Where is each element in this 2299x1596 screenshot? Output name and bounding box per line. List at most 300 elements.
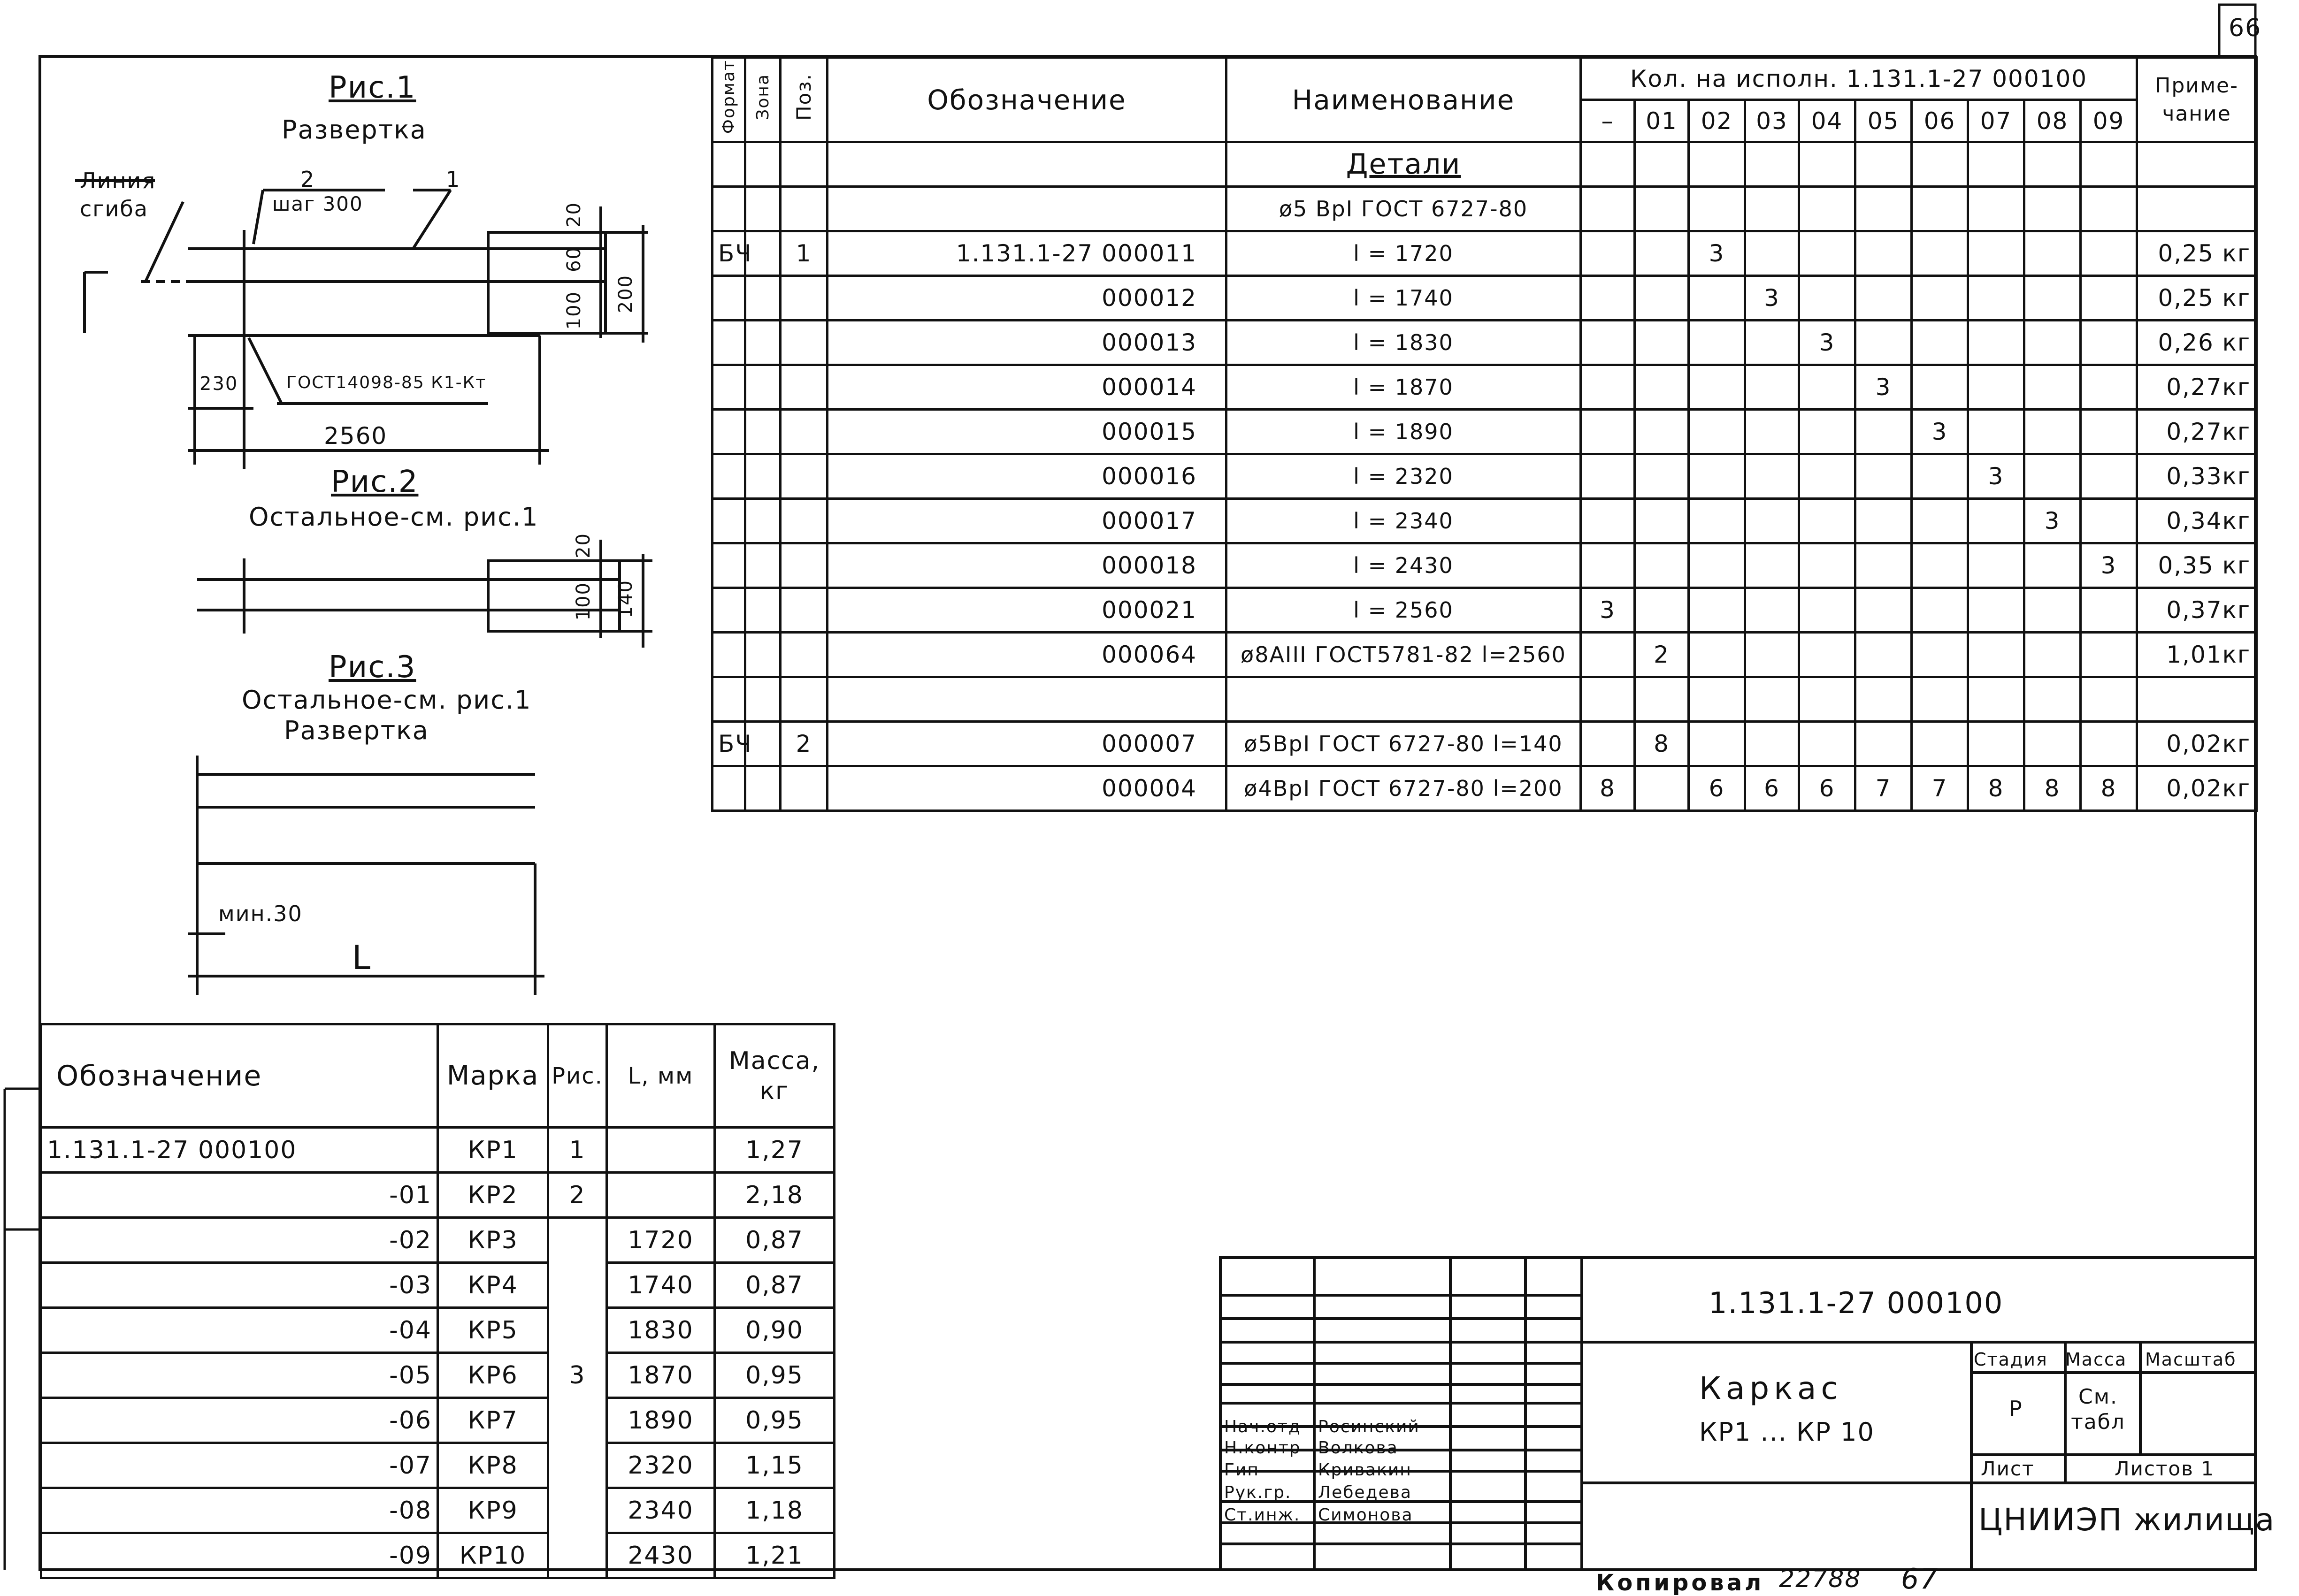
mass-cell-des: -05	[41, 1353, 438, 1398]
mass-cell-mark: КР8	[438, 1443, 548, 1488]
spec-cell-zone	[745, 677, 781, 722]
mass-row	[41, 1308, 835, 1353]
spec-cell-qty	[1799, 633, 1855, 677]
spec-cell-name: l = 1830	[1226, 321, 1581, 365]
spec-head-name: Наименование	[1226, 58, 1581, 142]
exec-col: 05	[1855, 100, 1912, 142]
spec-cell-qty	[1745, 499, 1799, 543]
spec-cell-qty	[1745, 722, 1799, 766]
spec-cell-qty	[2081, 231, 2137, 276]
spec-cell-qty	[1745, 454, 1799, 499]
spec-cell-qty: 3	[1689, 231, 1745, 276]
spec-cell-zone	[745, 454, 781, 499]
mass-row	[41, 1173, 835, 1218]
spec-cell-qty	[1912, 677, 1968, 722]
spec-cell-note: 1,01кг	[2137, 633, 2257, 677]
sheet-number: 66	[2229, 14, 2262, 42]
spec-cell-designation: 000017	[828, 499, 1226, 543]
spec-cell-qty	[1968, 276, 2024, 321]
spec-cell-note: 0,27кг	[2137, 410, 2257, 454]
spec-cell-zone	[745, 499, 781, 543]
spec-cell-name: l = 2560	[1226, 588, 1581, 633]
spec-cell-qty: 8	[1968, 766, 2024, 811]
spec-cell-qty	[1745, 231, 1799, 276]
spec-section-title: Детали	[1226, 142, 1581, 187]
spec-cell-zone	[745, 766, 781, 811]
spec-cell-designation: 000018	[828, 543, 1226, 588]
spec-cell-qty	[2024, 365, 2081, 410]
spec-row	[713, 276, 2257, 321]
footer-copied: Копировал	[1596, 1570, 1764, 1596]
title-name1: Каркас	[1699, 1370, 1843, 1406]
spec-cell-qty	[1689, 588, 1745, 633]
spec-cell-qty	[1689, 321, 1745, 365]
title-h-mass: Масса	[2065, 1349, 2127, 1370]
spec-cell-qty	[1745, 543, 1799, 588]
spec-cell-qty	[1581, 633, 1635, 677]
spec-cell-qty	[1912, 543, 1968, 588]
spec-cell-qty	[1855, 187, 1912, 231]
spec-cell-qty	[1912, 365, 1968, 410]
mass-cell-fig	[548, 1443, 607, 1488]
mass-cell-mark: КР10	[438, 1533, 548, 1578]
mass-cell-mass: 1,27	[715, 1128, 835, 1173]
spec-cell-zone	[745, 410, 781, 454]
title-mass: См. табл	[2071, 1385, 2125, 1434]
spec-cell-qty	[1912, 321, 1968, 365]
spec-cell-pos	[781, 410, 828, 454]
spec-cell-qty	[1689, 187, 1745, 231]
spec-head-pos: Поз.	[792, 73, 815, 121]
mass-cell-mass: 0,90	[715, 1308, 835, 1353]
mass-cell-fig	[548, 1488, 607, 1533]
spec-cell-format: БЧ	[713, 231, 745, 276]
spec-cell-qty	[1635, 187, 1689, 231]
spec-cell-qty	[2081, 677, 2137, 722]
spec-cell-zone	[745, 187, 781, 231]
mass-cell-mass: 1,21	[715, 1533, 835, 1578]
spec-cell-zone	[745, 276, 781, 321]
mass-cell-des: -08	[41, 1488, 438, 1533]
spec-head-designation: Обозначение	[828, 58, 1226, 142]
mass-cell-mark: КР9	[438, 1488, 548, 1533]
spec-cell-qty	[1581, 722, 1635, 766]
spec-cell-qty: 3	[2081, 543, 2137, 588]
spec-cell-qty	[1855, 410, 1912, 454]
spec-cell-format	[713, 454, 745, 499]
spec-cell-note	[2137, 187, 2257, 231]
spec-cell-qty	[1799, 499, 1855, 543]
spec-head-note: Приме- чание	[2137, 58, 2257, 142]
spec-cell-qty	[2081, 321, 2137, 365]
spec-cell-qty: 7	[1912, 766, 1968, 811]
spec-cell-pos	[781, 276, 828, 321]
mass-cell-des: 1.131.1-27 000100	[41, 1128, 438, 1173]
spec-cell-qty	[1635, 231, 1689, 276]
spec-cell-qty	[1968, 677, 2024, 722]
spec-cell-pos	[781, 499, 828, 543]
spec-cell-name: l = 1890	[1226, 410, 1581, 454]
spec-cell-qty	[1799, 543, 1855, 588]
spec-cell-note: 0,27кг	[2137, 365, 2257, 410]
mass-cell-fig	[548, 1218, 607, 1263]
spec-cell-pos	[781, 187, 828, 231]
spec-cell-qty	[1635, 588, 1689, 633]
spec-cell-qty: 3	[1968, 454, 2024, 499]
spec-cell-qty: 6	[1799, 766, 1855, 811]
spec-cell-qty	[1581, 410, 1635, 454]
mass-cell-fig: 2	[548, 1173, 607, 1218]
spec-cell-designation: 000004	[828, 766, 1226, 811]
mass-head-mass: Масса, кг	[715, 1024, 835, 1128]
signer-name: Волкова	[1318, 1438, 1398, 1458]
spec-cell-pos	[781, 633, 828, 677]
spec-cell-qty	[1581, 231, 1635, 276]
spec-cell-qty	[1912, 722, 1968, 766]
spec-cell-qty	[1799, 231, 1855, 276]
spec-cell-qty: 3	[1581, 588, 1635, 633]
mass-cell-mark: КР3	[438, 1218, 548, 1263]
mass-cell-mass: 0,87	[715, 1263, 835, 1308]
spec-cell-qty	[1635, 410, 1689, 454]
mass-cell-mark: КР1	[438, 1128, 548, 1173]
mass-cell-len: 1720	[607, 1218, 715, 1263]
spec-cell-qty	[1968, 543, 2024, 588]
spec-cell-qty	[1799, 677, 1855, 722]
mass-row	[41, 1128, 835, 1173]
spec-cell-qty	[1745, 677, 1799, 722]
spec-cell-zone	[745, 365, 781, 410]
mass-cell-des: -02	[41, 1218, 438, 1263]
signer-role: Рук.гр.	[1224, 1483, 1292, 1502]
mass-cell-len: 2320	[607, 1443, 715, 1488]
spec-cell-qty	[1912, 633, 1968, 677]
spec-cell-qty	[1745, 321, 1799, 365]
spec-cell-zone	[745, 543, 781, 588]
spec-cell-qty	[1581, 365, 1635, 410]
mass-cell-len: 1830	[607, 1308, 715, 1353]
spec-cell-qty	[1968, 365, 2024, 410]
spec-cell-designation: 000007	[828, 722, 1226, 766]
spec-row	[713, 410, 2257, 454]
spec-cell-format	[713, 187, 745, 231]
spec-cell-qty	[2024, 722, 2081, 766]
spec-cell-qty	[1968, 499, 2024, 543]
mass-row	[41, 1218, 835, 1263]
spec-cell-qty	[1912, 231, 1968, 276]
spec-cell-designation: 000016	[828, 454, 1226, 499]
spec-row	[713, 231, 2257, 276]
spec-cell-qty	[2024, 677, 2081, 722]
mass-cell-mass: 1,15	[715, 1443, 835, 1488]
spec-cell-qty	[1912, 187, 1968, 231]
exec-col: 08	[2024, 100, 2081, 142]
exec-col: 09	[2081, 100, 2137, 142]
mass-head-fig: Рис.	[548, 1024, 607, 1128]
spec-cell-qty	[1855, 276, 1912, 321]
spec-row	[713, 677, 2257, 722]
spec-cell-designation	[828, 187, 1226, 231]
spec-cell-qty	[1689, 276, 1745, 321]
spec-cell-qty: 6	[1745, 766, 1799, 811]
fig3-min: мин.30	[218, 901, 303, 926]
fig2-dim20: 20	[573, 533, 594, 558]
spec-cell-zone	[745, 321, 781, 365]
fig3-title: Рис.3	[329, 650, 416, 685]
spec-cell-qty	[1912, 454, 1968, 499]
mass-cell-fig	[548, 1263, 607, 1308]
spec-cell-qty	[1968, 722, 2024, 766]
spec-cell-qty	[1855, 231, 1912, 276]
spec-cell-qty	[1799, 588, 1855, 633]
spec-cell-qty	[2081, 633, 2137, 677]
spec-cell-qty	[2081, 454, 2137, 499]
spec-row	[713, 722, 2257, 766]
spec-cell-format	[713, 633, 745, 677]
spec-cell-qty	[1968, 321, 2024, 365]
spec-cell-qty	[2024, 321, 2081, 365]
mass-head-mark: Марка	[438, 1024, 548, 1128]
spec-cell-name: ø5 ВрI ГОСТ 6727-80	[1226, 187, 1581, 231]
fig1-dim20: 20	[563, 202, 585, 228]
spec-cell-name: ø4ВрI ГОСТ 6727-80 l=200	[1226, 766, 1581, 811]
mass-cell-mass: 2,18	[715, 1173, 835, 1218]
spec-cell-qty	[1912, 276, 1968, 321]
fig1-dim200: 200	[615, 275, 636, 313]
mass-row	[41, 1488, 835, 1533]
spec-cell-qty	[1745, 633, 1799, 677]
spec-cell-qty	[2024, 543, 2081, 588]
footer-num: 22788	[1779, 1565, 1862, 1593]
mass-cell-des: -06	[41, 1398, 438, 1443]
spec-cell-qty	[1855, 543, 1912, 588]
spec-cell-qty	[2024, 454, 2081, 499]
title-org: ЦНИИЭП жилища	[1978, 1502, 2276, 1538]
mass-cell-des: -01	[41, 1173, 438, 1218]
fig2-dim100: 100	[573, 582, 594, 621]
spec-cell-qty	[1855, 633, 1912, 677]
mass-row	[41, 1353, 835, 1398]
mass-cell-mass: 1,18	[715, 1488, 835, 1533]
fig1-bend-line: Линия сгиба	[80, 168, 156, 221]
mass-cell-fig	[548, 1398, 607, 1443]
spec-cell-pos	[781, 677, 828, 722]
spec-cell-qty	[1968, 231, 2024, 276]
spec-cell-qty: 8	[1635, 722, 1689, 766]
spec-cell-pos	[781, 543, 828, 588]
spec-cell-pos	[781, 766, 828, 811]
spec-cell-qty	[1968, 633, 2024, 677]
spec-cell-qty	[1855, 499, 1912, 543]
spec-cell-qty	[1635, 766, 1689, 811]
fig2-dim140: 140	[615, 580, 636, 619]
mass-row	[41, 1533, 835, 1578]
spec-cell-designation: 000015	[828, 410, 1226, 454]
mass-head-len: L, мм	[607, 1024, 715, 1128]
spec-cell-name: l = 1720	[1226, 231, 1581, 276]
spec-cell-qty	[2081, 588, 2137, 633]
fig3-L: L	[352, 939, 371, 977]
mass-cell-len: 2430	[607, 1533, 715, 1578]
fig2-note: Остальное-см. рис.1	[249, 502, 539, 532]
fig3-note: Остальное-см. рис.1	[242, 685, 532, 715]
spec-cell-qty	[2081, 365, 2137, 410]
spec-cell-name: l = 1870	[1226, 365, 1581, 410]
spec-cell-format	[713, 410, 745, 454]
spec-cell-qty	[2081, 187, 2137, 231]
spec-cell-designation: 000064	[828, 633, 1226, 677]
spec-row	[713, 588, 2257, 633]
signer-role: Гип	[1224, 1460, 1259, 1480]
mass-row	[41, 1263, 835, 1308]
spec-cell-format	[713, 588, 745, 633]
spec-cell-format	[713, 677, 745, 722]
spec-row	[713, 633, 2257, 677]
mass-cell-mass: 0,95	[715, 1398, 835, 1443]
mass-cell-mark: КР2	[438, 1173, 548, 1218]
spec-cell-qty	[1799, 187, 1855, 231]
spec-cell-format	[713, 276, 745, 321]
spec-head-format: Формат	[719, 60, 738, 134]
spec-cell-qty	[1635, 499, 1689, 543]
title-stage: Р	[2009, 1396, 2023, 1421]
spec-cell-pos: 2	[781, 722, 828, 766]
title-h-sheets: Листов 1	[2115, 1457, 2215, 1480]
exec-col: 01	[1635, 100, 1689, 142]
spec-cell-note: 0,33кг	[2137, 454, 2257, 499]
spec-cell-qty	[1581, 677, 1635, 722]
mass-cell-mark: КР4	[438, 1263, 548, 1308]
spec-cell-zone	[745, 633, 781, 677]
mass-row	[41, 1398, 835, 1443]
mass-cell-mark: КР6	[438, 1353, 548, 1398]
title-name2: КР1 ... КР 10	[1699, 1417, 1875, 1447]
spec-cell-qty	[1635, 365, 1689, 410]
spec-cell-qty	[1745, 588, 1799, 633]
exec-col: 06	[1912, 100, 1968, 142]
spec-cell-name: ø5ВрI ГОСТ 6727-80 l=140	[1226, 722, 1581, 766]
title-h-stage: Стадия	[1974, 1349, 2048, 1370]
spec-cell-qty: 3	[1912, 410, 1968, 454]
spec-cell-qty	[2024, 187, 2081, 231]
spec-cell-qty	[1855, 454, 1912, 499]
signer-name: Росинский	[1318, 1417, 1420, 1436]
mass-cell-des: -04	[41, 1308, 438, 1353]
spec-cell-name: l = 2340	[1226, 499, 1581, 543]
spec-cell-name: l = 2320	[1226, 454, 1581, 499]
spec-cell-qty	[1689, 410, 1745, 454]
spec-cell-note: 0,35 кг	[2137, 543, 2257, 588]
spec-cell-qty	[1689, 633, 1745, 677]
signer-name: Кривакин	[1318, 1460, 1412, 1480]
spec-cell-qty: 8	[2081, 766, 2137, 811]
spec-cell-designation: 1.131.1-27 000011	[828, 231, 1226, 276]
spec-cell-designation: 000013	[828, 321, 1226, 365]
spec-row	[713, 454, 2257, 499]
spec-cell-qty	[1799, 722, 1855, 766]
spec-cell-qty	[1689, 499, 1745, 543]
fig1-dim60: 60	[563, 246, 585, 272]
spec-cell-note	[2137, 677, 2257, 722]
spec-cell-qty	[1689, 365, 1745, 410]
signer-name: Симонова	[1318, 1505, 1413, 1525]
mass-cell-len	[607, 1173, 715, 1218]
spec-cell-designation: 000021	[828, 588, 1226, 633]
mass-row	[41, 1443, 835, 1488]
title-h-scale: Масштаб	[2145, 1349, 2237, 1370]
mass-cell-fig	[548, 1533, 607, 1578]
spec-cell-qty	[2081, 410, 2137, 454]
spec-cell-qty	[1635, 543, 1689, 588]
mass-head-des: Обозначение	[41, 1024, 438, 1128]
fig1-step: шаг 300	[272, 192, 363, 215]
spec-table	[711, 56, 2258, 812]
fig1-dim230: 230	[199, 373, 238, 395]
fig3-subtitle: Развертка	[284, 716, 429, 745]
mass-table	[40, 1023, 835, 1579]
spec-cell-qty	[1635, 677, 1689, 722]
spec-cell-qty: 3	[2024, 499, 2081, 543]
spec-cell-qty: 3	[1799, 321, 1855, 365]
mass-body	[41, 1128, 835, 1578]
spec-cell-qty: 3	[1745, 276, 1799, 321]
spec-row	[713, 499, 2257, 543]
fig1-title: Рис.1	[329, 70, 416, 105]
spec-cell-format	[713, 321, 745, 365]
spec-cell-qty	[1581, 276, 1635, 321]
spec-cell-qty	[1855, 677, 1912, 722]
spec-cell-note: 0,34кг	[2137, 499, 2257, 543]
spec-cell-qty	[2024, 276, 2081, 321]
mass-cell-des: -03	[41, 1263, 438, 1308]
spec-cell-qty	[2024, 410, 2081, 454]
spec-cell-note: 0,02кг	[2137, 722, 2257, 766]
mass-cell-len	[607, 1128, 715, 1173]
spec-row	[713, 365, 2257, 410]
spec-head-qty: Кол. на исполн. 1.131.1-27 000100	[1581, 58, 2137, 100]
mass-cell-len: 2340	[607, 1488, 715, 1533]
exec-col: –	[1581, 100, 1635, 142]
signer-role: Ст.инж.	[1224, 1505, 1301, 1525]
spec-cell-qty	[1855, 321, 1912, 365]
fig1-dim100: 100	[563, 291, 585, 330]
spec-cell-note: 0,37кг	[2137, 588, 2257, 633]
spec-cell-qty: 2	[1635, 633, 1689, 677]
spec-cell-qty	[1968, 588, 2024, 633]
spec-cell-qty	[2024, 231, 2081, 276]
spec-cell-name: ø8АIII ГОСТ5781-82 l=2560	[1226, 633, 1581, 677]
spec-cell-format	[713, 766, 745, 811]
spec-body	[713, 187, 2257, 811]
mass-cell-mark: КР5	[438, 1308, 548, 1353]
spec-cell-qty	[2024, 588, 2081, 633]
mass-cell-fig: 1	[548, 1128, 607, 1173]
spec-cell-note: 0,02кг	[2137, 766, 2257, 811]
exec-col: 07	[1968, 100, 2024, 142]
spec-cell-qty	[1581, 543, 1635, 588]
spec-cell-qty	[1799, 365, 1855, 410]
spec-cell-qty	[1745, 187, 1799, 231]
spec-cell-qty: 8	[1581, 766, 1635, 811]
spec-cell-pos	[781, 365, 828, 410]
spec-cell-format: БЧ	[713, 722, 745, 766]
spec-cell-name: l = 1740	[1226, 276, 1581, 321]
signer-role: Н.контр	[1224, 1438, 1301, 1458]
spec-cell-qty	[1581, 321, 1635, 365]
mass-cell-len: 1870	[607, 1353, 715, 1398]
spec-cell-qty	[1912, 588, 1968, 633]
spec-cell-qty	[1799, 276, 1855, 321]
